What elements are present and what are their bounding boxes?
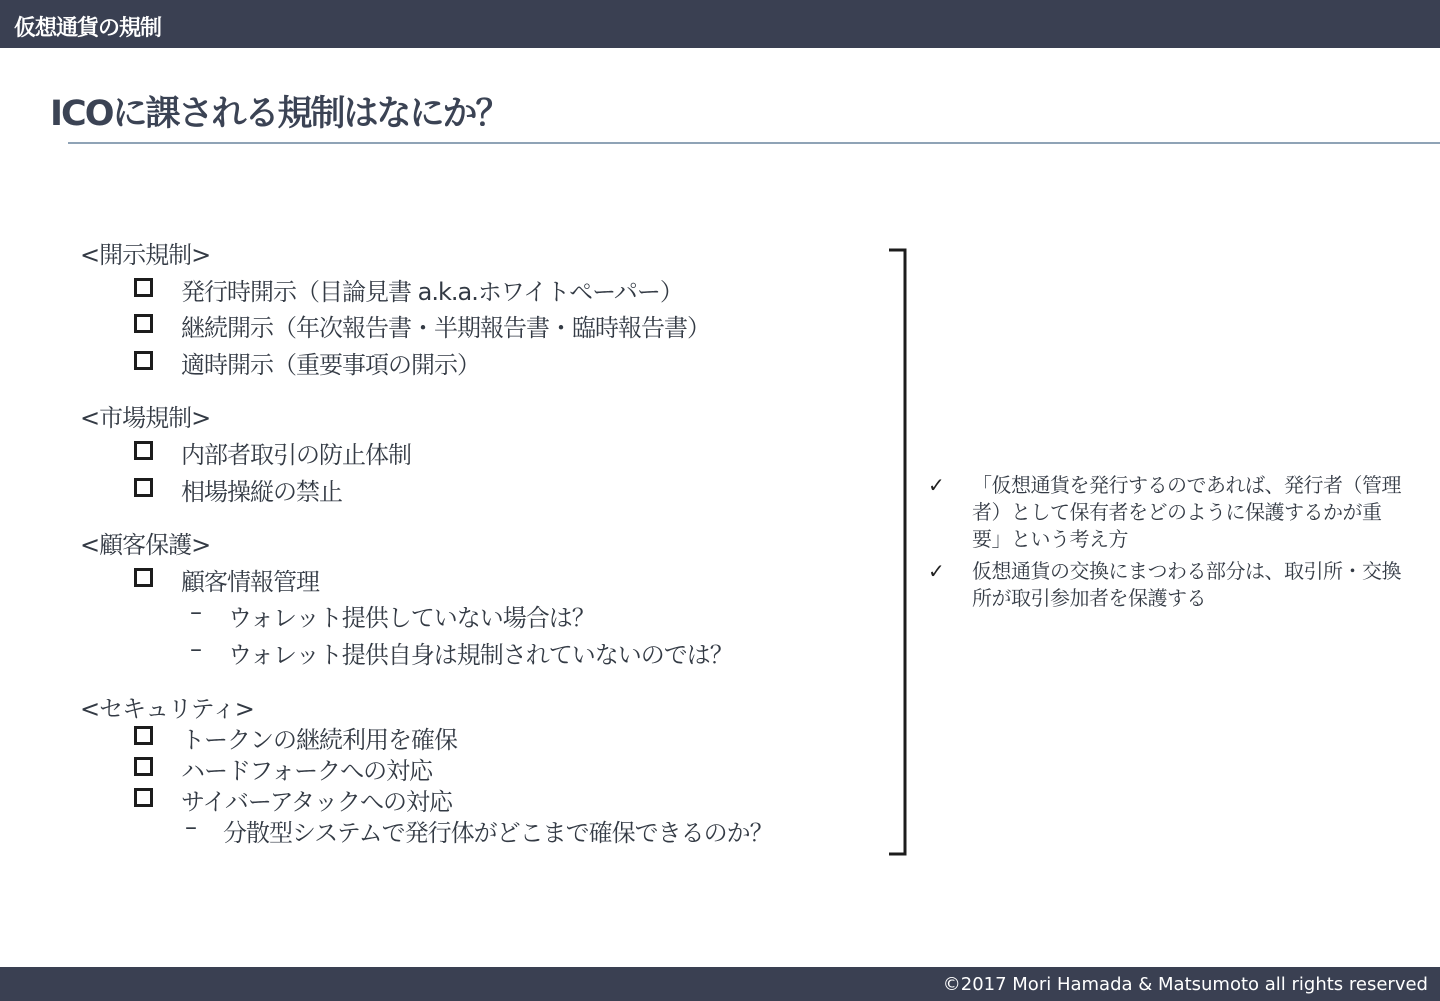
square-bullet-icon (134, 314, 153, 333)
conclusion-list (928, 472, 1408, 617)
copyright-text: ©2017 Mori Hamada & Matsumoto all rights reserved (942, 974, 1428, 995)
sub-item-text: 分散型システムで発行体がどこまで確保できるのか？ (223, 819, 773, 847)
list-item-text: 発行時開示（目論見書 a.k.a.ホワイトペーパー） (181, 278, 683, 306)
header-title: 仮想通貨の規制 (14, 16, 162, 41)
conclusion-text: 仮想通貨の交換にまつわる部分は、取引所・交換所が取引参加者を保護する (972, 559, 1401, 610)
list-item-text: 適時開示（重要事項の開示） (181, 351, 480, 379)
sub-item-text: ウォレット提供していない場合は？ (228, 604, 595, 632)
square-bullet-icon (134, 478, 153, 497)
list-item-text: ハードフォークへの対応 (181, 757, 433, 785)
section-heading-customer-protection: <顧客保護> (80, 531, 211, 559)
checkmark-icon: ✓ (928, 559, 945, 583)
list-item-text: 顧客情報管理 (181, 568, 319, 596)
list-item-text: 継続開示（年次報告書・半期報告書・臨時報告書） (181, 314, 710, 342)
square-bullet-icon (134, 788, 153, 807)
list-item-text: 内部者取引の防止体制 (181, 441, 411, 469)
dash-bullet: – (185, 813, 196, 841)
square-bullet-icon (134, 441, 153, 460)
slide-title: ICOに課される規制はなにか？ (50, 94, 509, 134)
list-item-text: サイバーアタックへの対応 (181, 788, 452, 816)
conclusion-item (928, 558, 1408, 612)
square-bullet-icon (134, 568, 153, 587)
square-bullet-icon (134, 726, 153, 745)
right-bracket-icon (887, 248, 909, 856)
dash-bullet: – (190, 598, 201, 626)
footer-bar (0, 967, 1440, 1001)
list-item-text: 相場操縦の禁止 (181, 478, 342, 506)
sub-item-text: ウォレット提供自身は規制されていないのでは？ (228, 641, 733, 669)
section-heading-disclosure: <開示規制> (80, 241, 211, 269)
square-bullet-icon (134, 757, 153, 776)
checkmark-icon: ✓ (928, 473, 945, 497)
conclusion-text: 「仮想通貨を発行するのであれば、発行者（管理者）として保有者をどのように保護するかが重要」という考え方 (972, 473, 1401, 551)
conclusion-item (928, 472, 1408, 553)
square-bullet-icon (134, 351, 153, 370)
section-heading-market: <市場規制> (80, 404, 211, 432)
list-item-text: トークンの継続利用を確保 (181, 726, 457, 754)
square-bullet-icon (134, 278, 153, 297)
dash-bullet: – (190, 635, 201, 663)
section-heading-security: <セキュリティ> (80, 695, 254, 723)
